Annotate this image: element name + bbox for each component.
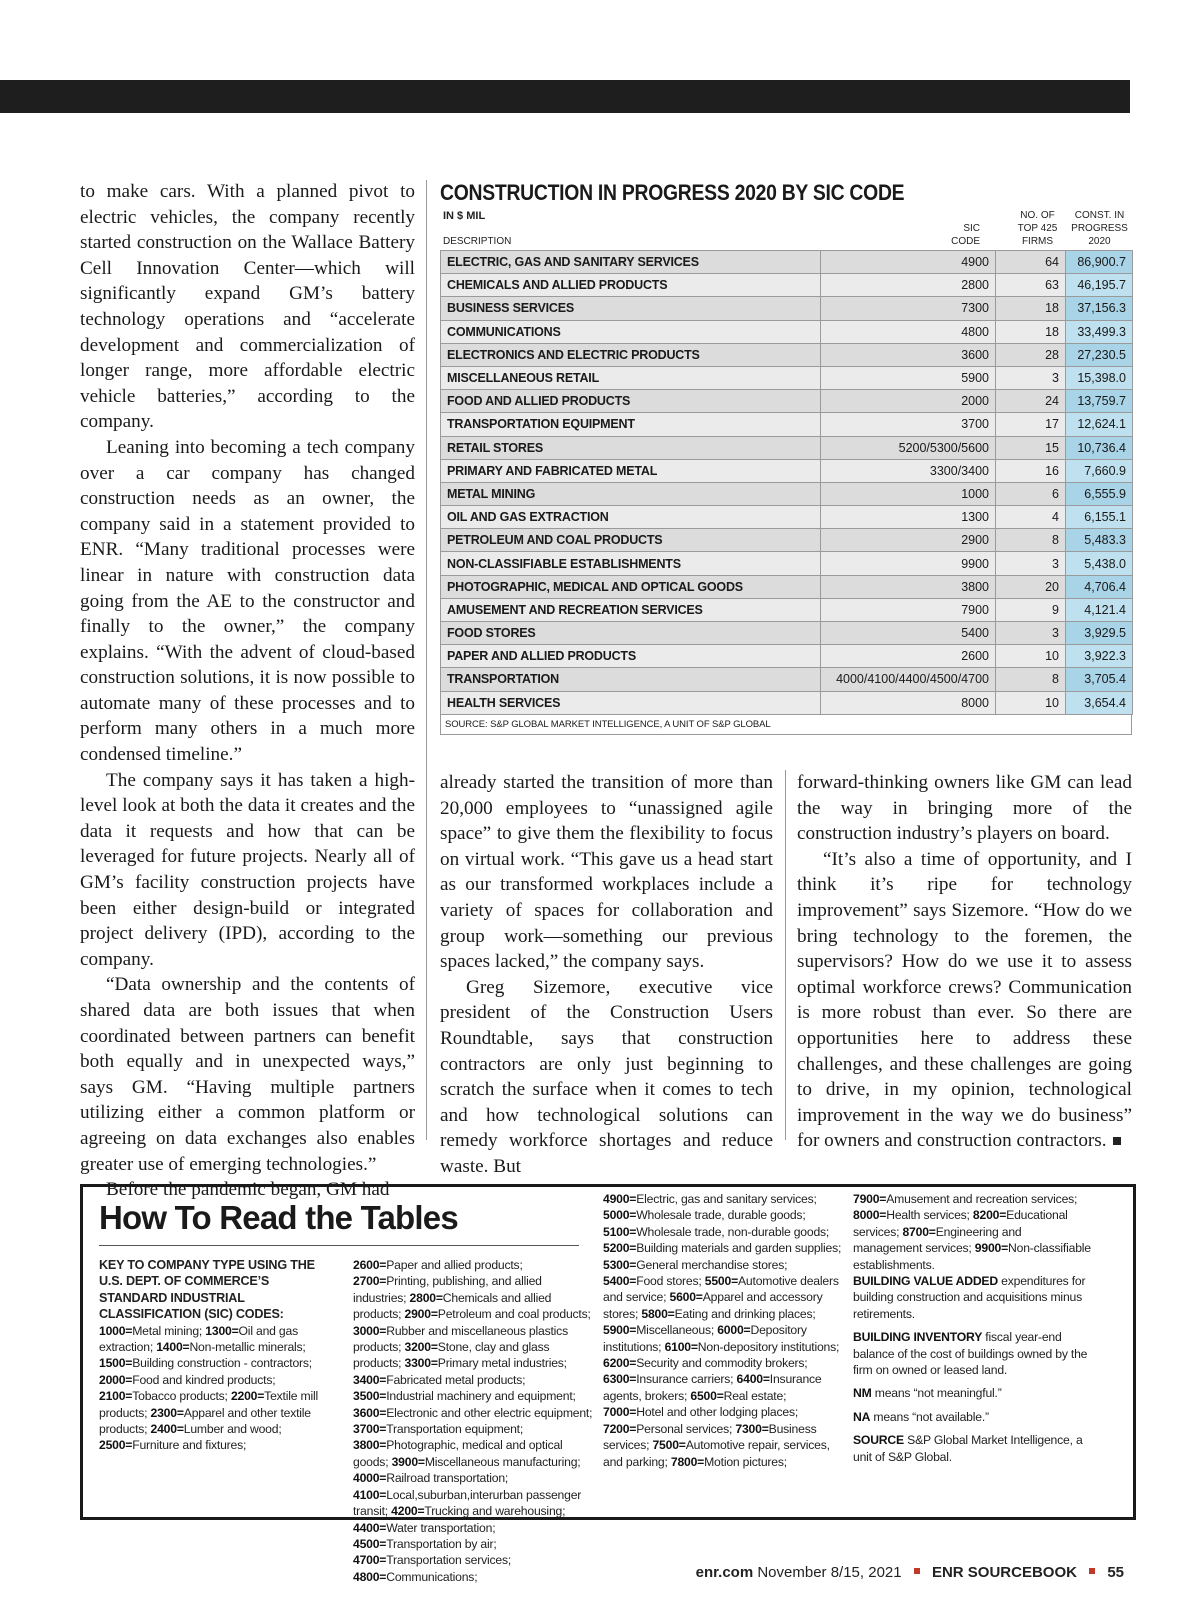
row-value: 27,230.5 <box>1066 343 1133 366</box>
row-firms: 3 <box>996 622 1066 645</box>
row-description: TRANSPORTATION EQUIPMENT <box>441 413 821 436</box>
header-bar <box>0 80 1130 113</box>
row-description: AMUSEMENT AND RECREATION SERVICES <box>441 598 821 621</box>
row-sic-code: 5400 <box>821 622 996 645</box>
table-row <box>441 413 1133 436</box>
table-row <box>441 274 1133 297</box>
row-sic-code: 5900 <box>821 366 996 389</box>
header-const: CONST. IN PROGRESS 2020 <box>1071 210 1128 247</box>
row-value: 13,759.7 <box>1066 390 1133 413</box>
definition: NA means “not available.” <box>853 1409 989 1424</box>
definition: SOURCE S&P Global Market Intelligence, a unit of S&P Global. <box>853 1433 1083 1464</box>
paragraph: to make cars. With a planned pivot to electric vehicles, the company recently started construction on the Wallace Battery Cell Innovation Center—which will significantly expand GM’s battery technology operations and “accelerate development and commercialization of longer range, more affordable electric vehicle batteries,” according to the company. <box>80 181 415 433</box>
divider <box>99 1245 579 1246</box>
article-column-1 <box>80 179 415 1203</box>
paragraph: “Data ownership and the contents of shared data are both issues that when coordinated between partners can benefit both equally and in unexpected ways,” says GM. “Having multiple partners utilizing either a common platform or agreeing on data exchanges also enables greater use of emerging technologies.” <box>80 974 415 1175</box>
row-firms: 15 <box>996 436 1066 459</box>
sic-table-block <box>440 180 1132 735</box>
definition: NM means “not meaningful.” <box>853 1386 1002 1401</box>
row-firms: 18 <box>996 297 1066 320</box>
row-description: COMMUNICATIONS <box>441 320 821 343</box>
footer-date: November 8/15, 2021 <box>757 1564 902 1581</box>
table-row <box>441 691 1133 714</box>
row-description: FOOD STORES <box>441 622 821 645</box>
row-sic-code: 1000 <box>821 482 996 505</box>
row-sic-code: 7300 <box>821 297 996 320</box>
row-description: BUSINESS SERVICES <box>441 297 821 320</box>
column-divider <box>785 770 786 1140</box>
sic-table <box>440 250 1133 715</box>
table-row <box>441 575 1133 598</box>
table-row <box>441 668 1133 691</box>
row-description: PETROLEUM AND COAL PRODUCTS <box>441 529 821 552</box>
row-description: PAPER AND ALLIED PRODUCTS <box>441 645 821 668</box>
paragraph: forward-thinking owners like GM can lead the way in bringing more of the construction industry’s players on board. <box>797 772 1132 845</box>
row-firms: 17 <box>996 413 1066 436</box>
footer-site: enr.com <box>695 1564 754 1581</box>
table-source: SOURCE: S&P GLOBAL MARKET INTELLIGENCE, A UNIT OF S&P GLOBAL <box>440 715 1132 735</box>
table-subhead <box>440 206 1132 250</box>
row-sic-code: 5200/5300/5600 <box>821 436 996 459</box>
row-sic-code: 3700 <box>821 413 996 436</box>
row-description: CHEMICALS AND ALLIED PRODUCTS <box>441 274 821 297</box>
table-row <box>441 343 1133 366</box>
row-value: 3,654.4 <box>1066 691 1133 714</box>
table-row <box>441 506 1133 529</box>
row-value: 3,929.5 <box>1066 622 1133 645</box>
row-sic-code: 7900 <box>821 598 996 621</box>
row-value: 7,660.9 <box>1066 459 1133 482</box>
row-firms: 8 <box>996 529 1066 552</box>
row-description: OIL AND GAS EXTRACTION <box>441 506 821 529</box>
row-value: 12,624.1 <box>1066 413 1133 436</box>
square-icon <box>1089 1568 1095 1574</box>
row-value: 6,555.9 <box>1066 482 1133 505</box>
row-sic-code: 4800 <box>821 320 996 343</box>
table-row <box>441 598 1133 621</box>
row-sic-code: 2600 <box>821 645 996 668</box>
howto-column-2: 2600=Paper and allied products; 2700=Printing, publishing, and allied industries; 2800=Chemicals and allied products; 2900=Petroleum and coal products; 3000=Rubber and miscellaneous plastics products; 3200=Stone, clay and glass products; 3300=Primary metal industries; 3400=Fabricated metal products; 3500=Industrial machinery and equipment; 3600=Electronic and other electric equipment; 3700=Transportation equipment; 3800=Photographic, medical and optical goods; 3900=Miscellaneous manufacturing; 4000=Railroad transportation; 4100=Local,suburban,interurban passenger transit; 4200=Trucking and warehousing; 4400=Water transportation; 4500=Transportation by air; 4700=Transportation services; 4800=Communications; <box>353 1258 593 1584</box>
paragraph: The company says it has taken a high-level look at both the data it creates and the data it requests and how that can be leveraged for future projects. Nearly all of GM’s facility construction projects have been either design-build or integrated project delivery (IPD), according to the company. <box>80 769 415 970</box>
table-row <box>441 297 1133 320</box>
row-firms: 10 <box>996 645 1066 668</box>
row-firms: 3 <box>996 366 1066 389</box>
paragraph: Greg Sizemore, executive vice president of the Construction Users Roundtable, says that construction contractors are only just beginning to scratch the surface when it comes to tech and how technological solutions can remedy workforce shortages and reduce waste. But <box>440 976 773 1177</box>
header-sic-code: SIC CODE <box>951 223 980 247</box>
howto-title: How To Read the Tables <box>99 1199 458 1236</box>
definition: BUILDING INVENTORY fiscal year-end balance of the cost of buildings owned by the firm on owned or leased land. <box>853 1330 1088 1378</box>
paragraph: Before the pandemic began, GM had <box>106 1179 390 1201</box>
row-value: 86,900.7 <box>1066 251 1133 274</box>
row-firms: 24 <box>996 390 1066 413</box>
row-description: TRANSPORTATION <box>441 668 821 691</box>
page-footer <box>696 1564 1124 1581</box>
paragraph: Leaning into becoming a tech company over a car company has changed construction needs as an owner, the company said in a statement provided to ENR. “Many traditional processes were linear in nature with construction data going from the AE to the constructor and finally to the owner,” the company explains. “With the advent of cloud-based construction solutions, it is now possible to automate many of these processes and to perform many others in a much more condensed timeline.” <box>80 436 415 766</box>
column-divider <box>426 180 427 1140</box>
row-value: 6,155.1 <box>1066 506 1133 529</box>
row-description: PHOTOGRAPHIC, MEDICAL AND OPTICAL GOODS <box>441 575 821 598</box>
paragraph: already started the transition of more than 20,000 employees to “unassigned agile space” to give them the flexibility to focus on virtual work. “This gave us a head start as our transformed workplaces include a variety of spaces for collaboration and group work—something our previous spaces lacked,” the company says. <box>440 772 773 973</box>
row-description: PRIMARY AND FABRICATED METAL <box>441 459 821 482</box>
row-description: FOOD AND ALLIED PRODUCTS <box>441 390 821 413</box>
article-column-2 <box>440 770 773 1180</box>
table-row <box>441 320 1133 343</box>
table-row <box>441 366 1133 389</box>
row-value: 4,706.4 <box>1066 575 1133 598</box>
table-row <box>441 622 1133 645</box>
row-sic-code: 2000 <box>821 390 996 413</box>
row-sic-code: 1300 <box>821 506 996 529</box>
howto-column-4: 7900=Amusement and recreation services; 8000=Health services; 8200=Educational services; 8700=Engineering and management services; 9900=Non-classifiable establishments. BUILDING VALUE ADDED expenditures for building construction and acquisitions minus retirements. BUILDING INVENTORY fiscal year-end balance of the cost of buildings owned by the firm on owned or leased land. NM means “not meaningful.” NA means “not available.” SOURCE S&P Global Market Intelligence, a unit of S&P Global. <box>853 1191 1093 1472</box>
row-value: 4,121.4 <box>1066 598 1133 621</box>
row-description: HEALTH SERVICES <box>441 691 821 714</box>
row-sic-code: 2800 <box>821 274 996 297</box>
table-row <box>441 251 1133 274</box>
table-row <box>441 482 1133 505</box>
row-sic-code: 4000/4100/4400/4500/4700 <box>821 668 996 691</box>
row-firms: 20 <box>996 575 1066 598</box>
table-unit: IN $ MIL <box>443 210 486 222</box>
row-firms: 4 <box>996 506 1066 529</box>
header-firms: NO. OF TOP 425 FIRMS <box>1017 210 1058 247</box>
article-column-3 <box>797 770 1132 1154</box>
row-firms: 10 <box>996 691 1066 714</box>
row-value: 3,705.4 <box>1066 668 1133 691</box>
row-description: ELECTRIC, GAS AND SANITARY SERVICES <box>441 251 821 274</box>
howto-column-1: KEY TO COMPANY TYPE USING THE U.S. DEPT. OF COMMERCE’S STANDARD INDUSTRIAL CLASSIFICATION (SIC) CODES: 1000=Metal mining; 1300=Oil and gas extraction; 1400=Non-metallic minerals; 1500=Building construction - contractors; 2000=Food and kindred products; 2100=Tobacco products; 2200=Textile mill products; 2300=Apparel and other textile products; 2400=Lumber and wood; 2500=Furniture and fixtures; <box>99 1258 318 1453</box>
end-mark-icon <box>1113 1137 1121 1145</box>
row-sic-code: 3800 <box>821 575 996 598</box>
square-icon <box>914 1568 920 1574</box>
table-row <box>441 529 1133 552</box>
table-row <box>441 390 1133 413</box>
footer-publication: ENR SOURCEBOOK <box>931 1564 1077 1581</box>
row-sic-code: 9900 <box>821 552 996 575</box>
row-sic-code: 3600 <box>821 343 996 366</box>
row-value: 5,483.3 <box>1066 529 1133 552</box>
row-firms: 63 <box>996 274 1066 297</box>
row-value: 33,499.3 <box>1066 320 1133 343</box>
row-sic-code: 3300/3400 <box>821 459 996 482</box>
footer-page: 55 <box>1107 1564 1124 1581</box>
row-description: NON-CLASSIFIABLE ESTABLISHMENTS <box>441 552 821 575</box>
row-sic-code: 4900 <box>821 251 996 274</box>
header-description: DESCRIPTION <box>443 236 512 247</box>
row-value: 3,922.3 <box>1066 645 1133 668</box>
row-value: 37,156.3 <box>1066 297 1133 320</box>
row-description: RETAIL STORES <box>441 436 821 459</box>
row-firms: 18 <box>996 320 1066 343</box>
row-firms: 28 <box>996 343 1066 366</box>
row-firms: 3 <box>996 552 1066 575</box>
definition: BUILDING VALUE ADDED expenditures for building construction and acquisitions minus retirements. <box>853 1274 1086 1321</box>
table-title: CONSTRUCTION IN PROGRESS 2020 BY SIC CODE <box>440 180 905 205</box>
row-firms: 8 <box>996 668 1066 691</box>
row-description: METAL MINING <box>441 482 821 505</box>
howto-column-3: 4900=Electric, gas and sanitary services; 5000=Wholesale trade, durable goods; 5100=Wholesale trade, non-durable goods; 5200=Building materials and garden supplies; 5300=General merchandise stores; 5400=Food stores; 5500=Automotive dealers and service; 5600=Apparel and accessory stores; 5800=Eating and drinking places; 5900=Miscellaneous; 6000=Depository institutions; 6100=Non-depository institutions; 6200=Security and commodity brokers; 6300=Insurance carriers; 6400=Insurance agents, brokers; 6500=Real estate; 7000=Hotel and other lodging places; 7200=Personal services; 7300=Business services; 7500=Automotive repair, services, and parking; 7800=Motion pictures; <box>603 1192 842 1469</box>
row-value: 46,195.7 <box>1066 274 1133 297</box>
row-firms: 64 <box>996 251 1066 274</box>
table-row <box>441 645 1133 668</box>
row-value: 10,736.4 <box>1066 436 1133 459</box>
row-description: ELECTRONICS AND ELECTRIC PRODUCTS <box>441 343 821 366</box>
row-firms: 16 <box>996 459 1066 482</box>
row-sic-code: 8000 <box>821 691 996 714</box>
row-description: MISCELLANEOUS RETAIL <box>441 366 821 389</box>
row-firms: 9 <box>996 598 1066 621</box>
row-sic-code: 2900 <box>821 529 996 552</box>
paragraph: “It’s also a time of opportunity, and I think it’s ripe for technology improvement” says Sizemore. “How do we bring technology to the foremen, the supervisors? How do we use it to assess optimal workforce crews? Communication is more robust than ever. So there are opportunities here to address these challenges, and these challenges are going to drive, in my opinion, technological improvement in the way we do business” for owners and construction contractors. <box>797 848 1132 1152</box>
table-row <box>441 552 1133 575</box>
table-row <box>441 436 1133 459</box>
row-firms: 6 <box>996 482 1066 505</box>
row-value: 5,438.0 <box>1066 552 1133 575</box>
table-row <box>441 459 1133 482</box>
row-value: 15,398.0 <box>1066 366 1133 389</box>
